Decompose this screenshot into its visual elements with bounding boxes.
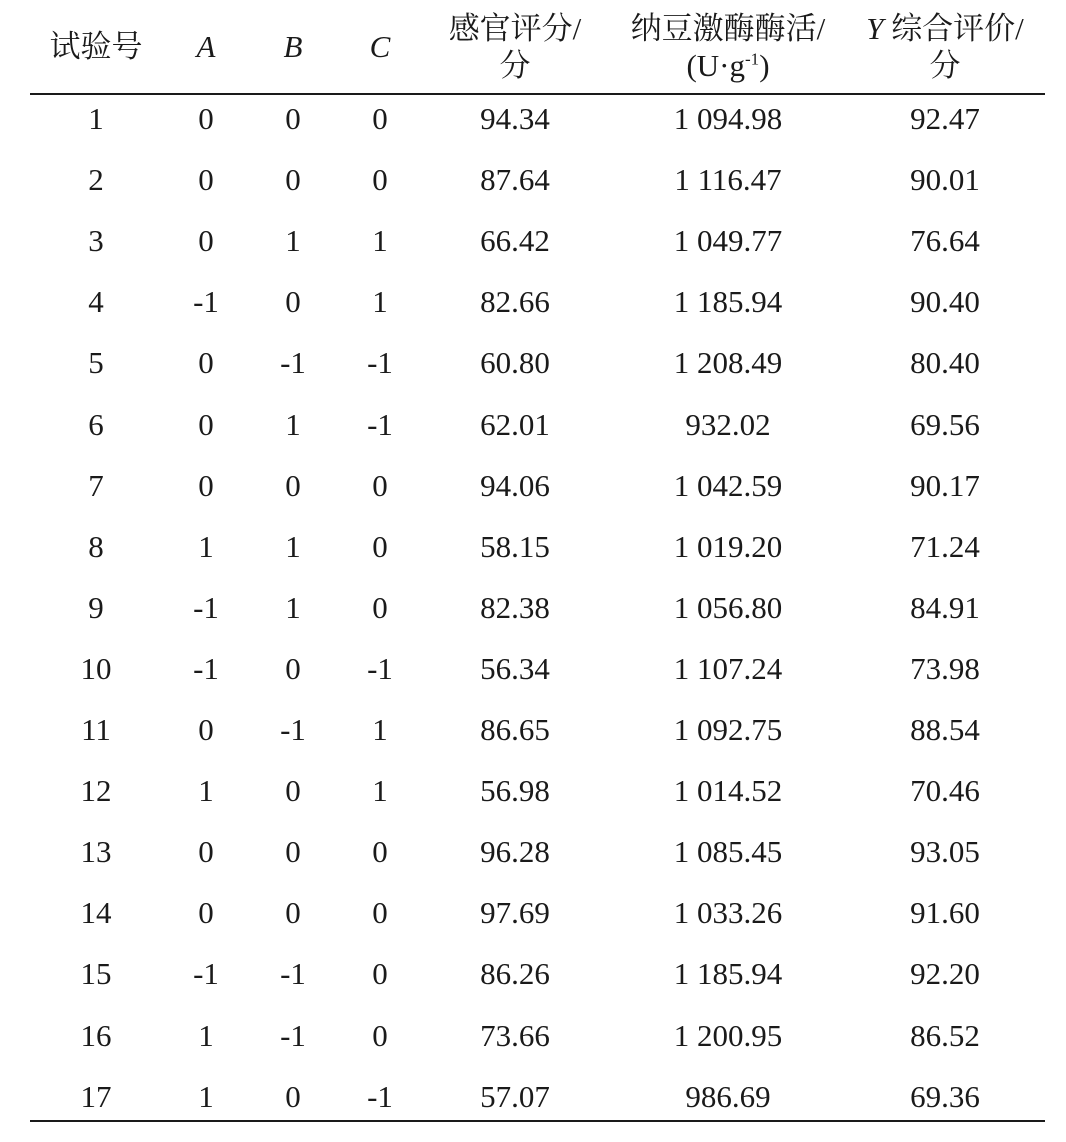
cell-factor-a: 0	[198, 223, 214, 259]
header-enzyme-unit-sup: -1	[745, 49, 760, 69]
cell-factor-c: -1	[367, 345, 393, 381]
table-row	[30, 882, 1045, 943]
cell-sensory-score: 57.07	[480, 1078, 550, 1114]
cell-trial-number: 11	[81, 712, 111, 747]
cell-y-score: 92.47	[910, 101, 980, 136]
cell-factor-c: 0	[372, 834, 388, 870]
cell-factor-b: -1	[280, 1017, 306, 1053]
cell-factor-a: 1	[198, 1017, 214, 1053]
cell-factor-c: 0	[372, 956, 388, 992]
cell-sensory-score: 94.34	[480, 101, 550, 136]
cell-enzyme-activity: 1 019.20	[673, 528, 783, 564]
cell-y-score: 93.05	[910, 834, 980, 870]
cell-sensory-score: 82.38	[480, 589, 550, 625]
cell-enzyme-activity: 1 208.49	[673, 345, 783, 381]
table-row	[30, 455, 1045, 516]
header-enzyme-activity-line2	[686, 47, 769, 84]
cell-factor-a: 0	[198, 406, 214, 442]
header-factor-a	[156, 0, 256, 93]
cell-sensory-score: 86.26	[480, 956, 550, 992]
cell-trial-number: 1	[88, 101, 104, 136]
cell-enzyme-activity: 1 049.77	[673, 223, 783, 259]
table-row	[30, 88, 1045, 149]
cell-sensory-score: 56.34	[480, 650, 550, 686]
cell-factor-b: 1	[285, 528, 301, 564]
table-row	[30, 821, 1045, 882]
cell-trial-number: 10	[80, 650, 112, 686]
cell-factor-a: 0	[198, 467, 214, 503]
cell-sensory-score: 82.66	[480, 284, 550, 320]
header-y-var: Y	[866, 10, 884, 46]
cell-y-score: 70.46	[910, 773, 980, 809]
table-row	[30, 577, 1045, 638]
cell-factor-b: 1	[285, 589, 301, 625]
cell-factor-c: 0	[372, 895, 388, 931]
cell-trial-number: 14	[80, 895, 112, 931]
cell-y-score: 86.52	[910, 1017, 980, 1053]
cell-factor-b: 1	[285, 223, 301, 259]
table-row	[30, 210, 1045, 271]
cell-factor-c: 1	[372, 712, 388, 747]
cell-factor-c: -1	[367, 650, 393, 686]
cell-factor-a: 0	[198, 345, 214, 381]
cell-y-score: 80.40	[910, 345, 980, 381]
header-sensory-score-line2: 分	[499, 47, 531, 83]
cell-enzyme-activity: 986.69	[685, 1078, 771, 1114]
cell-factor-c: 1	[372, 773, 388, 809]
cell-enzyme-activity: 1 185.94	[673, 284, 783, 320]
header-sensory-score-line1: 感官评分/	[448, 10, 582, 46]
cell-trial-number: 5	[88, 345, 104, 381]
cell-sensory-score: 94.06	[480, 467, 550, 503]
cell-trial-number: 17	[80, 1078, 112, 1114]
cell-enzyme-activity: 1 094.98	[673, 101, 783, 136]
header-y-comprehensive	[845, 0, 1045, 93]
cell-factor-c: 0	[372, 589, 388, 625]
cell-sensory-score: 96.28	[480, 834, 550, 870]
table-row	[30, 271, 1045, 332]
cell-enzyme-activity: 1 116.47	[674, 162, 782, 198]
table-row	[30, 943, 1045, 1004]
cell-factor-b: -1	[280, 345, 306, 381]
cell-enzyme-activity: 1 085.45	[673, 834, 783, 870]
header-enzyme-activity	[618, 0, 838, 93]
cell-factor-b: 1	[285, 406, 301, 442]
cell-y-score: 91.60	[910, 895, 980, 931]
cell-trial-number: 7	[88, 467, 104, 503]
cell-factor-c: 0	[372, 467, 388, 503]
table-row	[30, 1066, 1045, 1127]
cell-y-score: 90.01	[910, 162, 980, 198]
cell-sensory-score: 62.01	[480, 406, 550, 442]
cell-y-score: 90.40	[910, 284, 980, 320]
cell-factor-b: 0	[285, 101, 301, 136]
cell-enzyme-activity: 1 185.94	[673, 956, 783, 992]
header-factor-c	[330, 0, 430, 93]
cell-trial-number: 6	[88, 406, 104, 442]
header-enzyme-activity-line1: 纳豆激酶酶活/	[630, 10, 826, 46]
cell-factor-a: 0	[198, 712, 214, 747]
cell-y-score: 69.36	[910, 1078, 980, 1114]
cell-enzyme-activity: 1 092.75	[673, 712, 783, 747]
cell-factor-b: 0	[285, 895, 301, 931]
cell-trial-number: 8	[88, 528, 104, 564]
cell-factor-a: -1	[193, 589, 219, 625]
cell-factor-c: -1	[367, 1078, 393, 1114]
cell-y-score: 84.91	[910, 589, 980, 625]
header-enzyme-unit-pre: (U·g	[686, 47, 746, 83]
cell-y-score: 69.56	[910, 406, 980, 442]
header-trial-number-label: 试验号	[49, 29, 143, 64]
header-factor-c-label: C	[369, 29, 391, 64]
cell-trial-number: 2	[88, 162, 104, 198]
cell-enzyme-activity: 1 033.26	[673, 895, 783, 931]
header-y-rest: 综合评价/	[891, 10, 1024, 46]
cell-trial-number: 13	[80, 834, 112, 870]
cell-factor-b: 0	[285, 650, 301, 686]
cell-sensory-score: 87.64	[480, 162, 550, 198]
header-factor-a-label: A	[196, 29, 216, 64]
cell-trial-number: 12	[80, 773, 112, 809]
table-row	[30, 149, 1045, 210]
cell-factor-a: -1	[193, 284, 219, 320]
table-row	[30, 516, 1045, 577]
cell-factor-b: 0	[285, 834, 301, 870]
cell-factor-a: -1	[193, 956, 219, 992]
cell-factor-c: 1	[372, 284, 388, 320]
cell-enzyme-activity: 1 014.52	[673, 773, 783, 809]
cell-factor-b: 0	[285, 467, 301, 503]
cell-factor-b: -1	[280, 956, 306, 992]
cell-trial-number: 9	[88, 589, 104, 625]
header-y-comprehensive-line1	[866, 10, 1024, 47]
table-row	[30, 699, 1045, 760]
header-factor-b	[243, 0, 343, 93]
cell-sensory-score: 56.98	[480, 773, 550, 809]
cell-y-score: 90.17	[910, 467, 980, 503]
bottom-rule	[30, 1120, 1045, 1122]
cell-factor-c: 0	[372, 162, 388, 198]
cell-factor-a: 0	[198, 162, 214, 198]
cell-factor-c: -1	[367, 406, 393, 442]
cell-enzyme-activity: 1 042.59	[673, 467, 783, 503]
cell-factor-b: 0	[285, 284, 301, 320]
cell-sensory-score: 66.42	[480, 223, 550, 259]
cell-factor-b: 0	[285, 162, 301, 198]
cell-trial-number: 15	[80, 956, 112, 992]
cell-factor-a: 0	[198, 101, 214, 136]
header-sensory-score	[425, 0, 605, 93]
cell-factor-a: 0	[198, 834, 214, 870]
cell-trial-number: 3	[88, 223, 104, 259]
cell-sensory-score: 60.80	[480, 345, 550, 381]
cell-enzyme-activity: 1 056.80	[673, 589, 783, 625]
cell-factor-c: 1	[372, 223, 388, 259]
cell-trial-number: 4	[88, 284, 104, 320]
cell-factor-b: 0	[285, 1078, 301, 1114]
cell-factor-c: 0	[372, 101, 388, 136]
cell-y-score: 76.64	[910, 223, 980, 259]
cell-y-score: 92.20	[910, 956, 980, 992]
cell-enzyme-activity: 1 107.24	[673, 650, 783, 686]
cell-sensory-score: 73.66	[480, 1017, 550, 1053]
cell-y-score: 71.24	[910, 528, 980, 564]
cell-sensory-score: 97.69	[480, 895, 550, 931]
cell-y-score: 73.98	[910, 650, 980, 686]
cell-factor-a: -1	[193, 650, 219, 686]
header-trial-number	[46, 0, 146, 93]
header-enzyme-unit-post: )	[759, 47, 770, 83]
cell-enzyme-activity: 932.02	[685, 406, 771, 442]
table-row	[30, 760, 1045, 821]
cell-factor-a: 1	[198, 528, 214, 564]
cell-enzyme-activity: 1 200.95	[673, 1017, 783, 1053]
table-row	[30, 332, 1045, 393]
cell-factor-c: 0	[372, 528, 388, 564]
cell-factor-a: 1	[198, 773, 214, 809]
cell-factor-a: 0	[198, 895, 214, 931]
table-row	[30, 638, 1045, 699]
table-row	[30, 1005, 1045, 1066]
cell-factor-b: -1	[280, 712, 306, 747]
cell-sensory-score: 58.15	[480, 528, 550, 564]
cell-factor-c: 0	[372, 1017, 388, 1053]
header-factor-b-label: B	[283, 29, 303, 64]
cell-trial-number: 16	[80, 1017, 112, 1053]
cell-y-score: 88.54	[910, 712, 980, 747]
cell-factor-a: 1	[198, 1078, 214, 1114]
table-row	[30, 394, 1045, 455]
cell-factor-b: 0	[285, 773, 301, 809]
cell-sensory-score: 86.65	[480, 712, 550, 747]
header-y-comprehensive-line2: 分	[929, 47, 961, 83]
